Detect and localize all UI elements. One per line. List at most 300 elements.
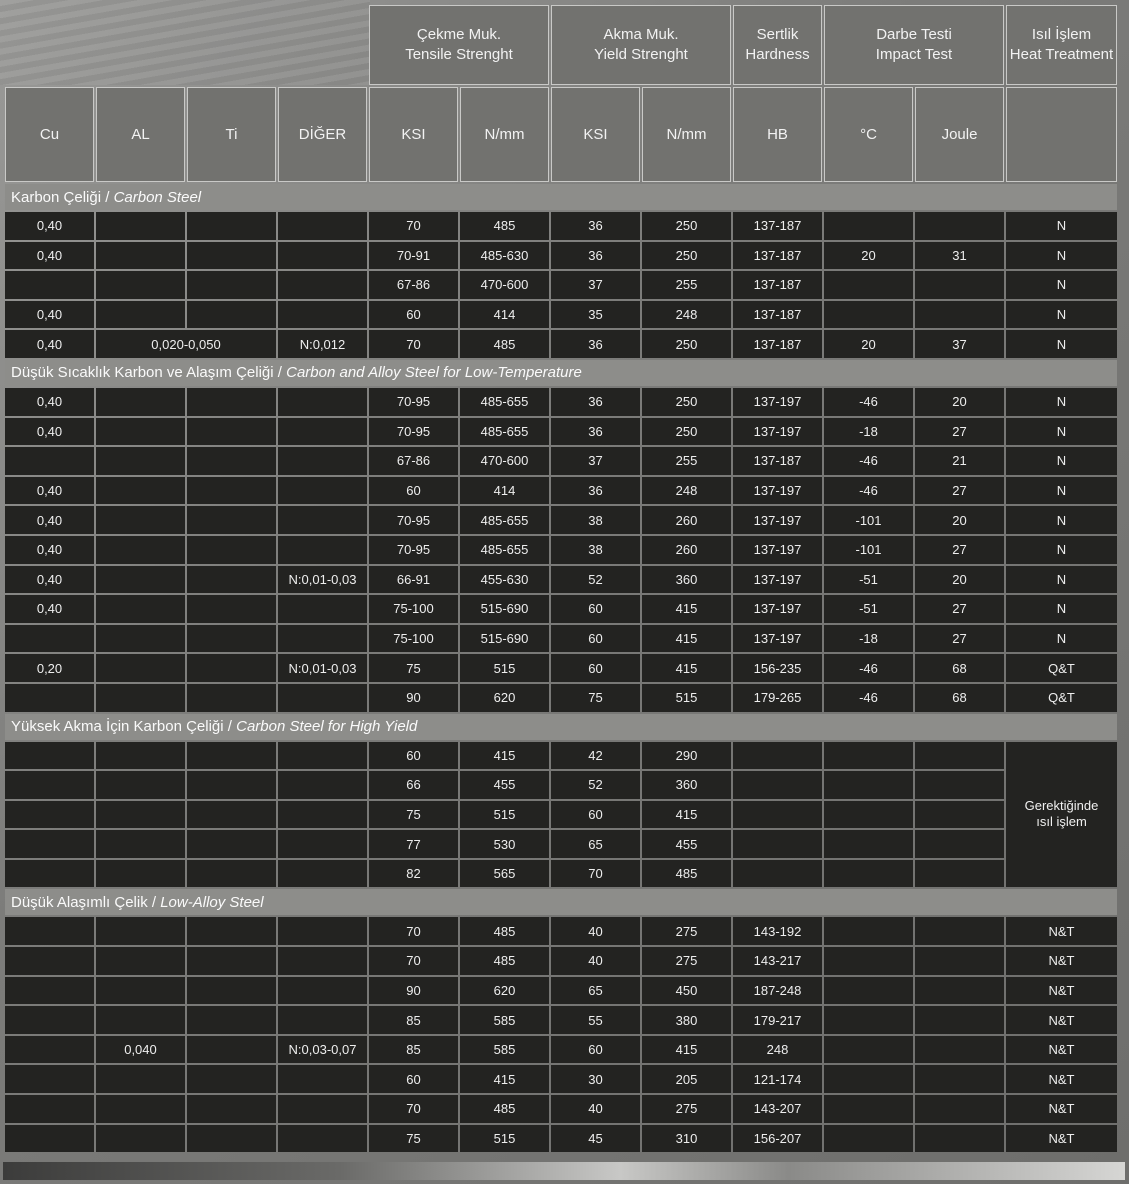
table-cell bbox=[96, 742, 185, 770]
heat-treatment-header: Isıl İşlem Heat Treatment bbox=[1006, 5, 1117, 85]
table-cell: 485 bbox=[642, 860, 731, 888]
table-cell bbox=[915, 1095, 1004, 1123]
table-cell: Q&T bbox=[1006, 684, 1117, 712]
table-cell: 179-217 bbox=[733, 1006, 822, 1034]
table-cell: 485 bbox=[460, 330, 549, 358]
table-cell: 515-690 bbox=[460, 595, 549, 623]
table-cell bbox=[96, 212, 185, 240]
table-cell: 137-197 bbox=[733, 595, 822, 623]
table-cell bbox=[187, 742, 276, 770]
table-cell: 52 bbox=[551, 771, 640, 799]
table-cell: 250 bbox=[642, 212, 731, 240]
section-title-en: Low-Alloy Steel bbox=[160, 893, 264, 911]
col-header-heat bbox=[1006, 87, 1117, 182]
table-cell: 248 bbox=[642, 301, 731, 329]
table-cell bbox=[915, 977, 1004, 1005]
tensile-header: Çekme Muk. Tensile Strenght bbox=[369, 5, 549, 85]
table-cell bbox=[824, 1036, 913, 1064]
table-cell: 37 bbox=[915, 330, 1004, 358]
table-cell: 137-197 bbox=[733, 536, 822, 564]
table-cell: 20 bbox=[915, 388, 1004, 416]
table-cell bbox=[96, 801, 185, 829]
table-cell: 70-91 bbox=[369, 242, 458, 270]
table-cell bbox=[278, 771, 367, 799]
table-cell bbox=[5, 917, 94, 945]
table-cell bbox=[5, 742, 94, 770]
table-cell: N&T bbox=[1006, 977, 1117, 1005]
table-cell bbox=[96, 388, 185, 416]
table-cell: 70 bbox=[369, 917, 458, 945]
section-row bbox=[5, 714, 1117, 740]
section-title bbox=[5, 889, 1117, 915]
table-cell: 485 bbox=[460, 212, 549, 240]
table-cell: 55 bbox=[551, 1006, 640, 1034]
table-row bbox=[5, 477, 1117, 505]
table-cell bbox=[96, 595, 185, 623]
table-cell bbox=[5, 801, 94, 829]
table-cell: 27 bbox=[915, 477, 1004, 505]
table-cell: 37 bbox=[551, 271, 640, 299]
mechanical-properties-table bbox=[3, 3, 1119, 1154]
table-cell: 40 bbox=[551, 1095, 640, 1123]
table-cell bbox=[96, 506, 185, 534]
table-cell: 82 bbox=[369, 860, 458, 888]
table-cell: 68 bbox=[915, 684, 1004, 712]
table-cell: 620 bbox=[460, 684, 549, 712]
table-cell bbox=[915, 271, 1004, 299]
table-cell: 0,40 bbox=[5, 242, 94, 270]
table-cell: N&T bbox=[1006, 1065, 1117, 1093]
bottom-decorative-bar bbox=[3, 1162, 1125, 1180]
section-title bbox=[5, 184, 1117, 210]
table-cell: 485-655 bbox=[460, 388, 549, 416]
table-cell bbox=[915, 801, 1004, 829]
table-cell bbox=[278, 947, 367, 975]
table-cell: 75 bbox=[369, 654, 458, 682]
table-cell: N bbox=[1006, 301, 1117, 329]
table-cell bbox=[733, 860, 822, 888]
table-cell: 85 bbox=[369, 1036, 458, 1064]
table-cell: 275 bbox=[642, 917, 731, 945]
table-cell bbox=[5, 625, 94, 653]
table-cell: 248 bbox=[642, 477, 731, 505]
table-cell bbox=[824, 271, 913, 299]
table-cell: N bbox=[1006, 625, 1117, 653]
table-cell: 0,40 bbox=[5, 418, 94, 446]
table-cell: N:0,01-0,03 bbox=[278, 566, 367, 594]
table-cell: 415 bbox=[642, 654, 731, 682]
table-cell: 75 bbox=[369, 801, 458, 829]
table-cell: 20 bbox=[824, 242, 913, 270]
table-cell: 0,40 bbox=[5, 330, 94, 358]
col-header-cu: Cu bbox=[5, 87, 94, 182]
table-cell: 70-95 bbox=[369, 388, 458, 416]
table-cell: 60 bbox=[369, 301, 458, 329]
table-cell: -51 bbox=[824, 566, 913, 594]
table-cell bbox=[278, 595, 367, 623]
table-cell bbox=[187, 271, 276, 299]
table-cell bbox=[96, 1125, 185, 1153]
table-cell: 360 bbox=[642, 566, 731, 594]
table-cell: -51 bbox=[824, 595, 913, 623]
table-cell: 0,020-0,050 bbox=[96, 330, 276, 358]
table-cell bbox=[824, 917, 913, 945]
table-cell: 137-197 bbox=[733, 477, 822, 505]
table-cell: -46 bbox=[824, 388, 913, 416]
table-cell: 380 bbox=[642, 1006, 731, 1034]
table-cell bbox=[5, 1006, 94, 1034]
table-row bbox=[5, 536, 1117, 564]
table-cell: 90 bbox=[369, 977, 458, 1005]
table-cell: 515 bbox=[460, 801, 549, 829]
table-cell: 485 bbox=[460, 947, 549, 975]
table-cell bbox=[187, 625, 276, 653]
table-cell bbox=[733, 801, 822, 829]
table-cell: 310 bbox=[642, 1125, 731, 1153]
table-cell: 67-86 bbox=[369, 447, 458, 475]
table-cell bbox=[278, 536, 367, 564]
table-cell: 60 bbox=[551, 625, 640, 653]
table-cell: 485-655 bbox=[460, 506, 549, 534]
table-cell: N&T bbox=[1006, 1125, 1117, 1153]
table-row bbox=[5, 801, 1117, 829]
table-cell: N&T bbox=[1006, 1095, 1117, 1123]
table-row bbox=[5, 388, 1117, 416]
table-cell: 205 bbox=[642, 1065, 731, 1093]
section-title-en: Carbon Steel bbox=[113, 188, 202, 206]
table-cell: 121-174 bbox=[733, 1065, 822, 1093]
table-cell: 137-187 bbox=[733, 301, 822, 329]
table-cell: 90 bbox=[369, 684, 458, 712]
table-row bbox=[5, 301, 1117, 329]
table-cell: 275 bbox=[642, 1095, 731, 1123]
table-cell bbox=[5, 860, 94, 888]
table-row bbox=[5, 947, 1117, 975]
table-row bbox=[5, 330, 1117, 358]
table-cell: 75-100 bbox=[369, 595, 458, 623]
table-cell: 137-187 bbox=[733, 271, 822, 299]
table-cell: N bbox=[1006, 566, 1117, 594]
table-cell: 455 bbox=[642, 830, 731, 858]
table-cell bbox=[278, 684, 367, 712]
table-cell: 414 bbox=[460, 301, 549, 329]
table-cell: 360 bbox=[642, 771, 731, 799]
table-cell bbox=[733, 742, 822, 770]
table-cell bbox=[96, 242, 185, 270]
table-row bbox=[5, 625, 1117, 653]
table-cell bbox=[278, 801, 367, 829]
table-cell: 485-655 bbox=[460, 418, 549, 446]
table-cell bbox=[278, 625, 367, 653]
table-cell: -46 bbox=[824, 684, 913, 712]
table-cell: 530 bbox=[460, 830, 549, 858]
table-cell bbox=[187, 566, 276, 594]
table-cell: 260 bbox=[642, 536, 731, 564]
table-cell: 21 bbox=[915, 447, 1004, 475]
table-cell: 415 bbox=[642, 801, 731, 829]
table-cell: 515-690 bbox=[460, 625, 549, 653]
table-cell: 40 bbox=[551, 947, 640, 975]
yield-header: Akma Muk. Yield Strenght bbox=[551, 5, 731, 85]
table-cell bbox=[733, 830, 822, 858]
col-header-tensile-nmm: N/mm bbox=[460, 87, 549, 182]
table-cell bbox=[5, 977, 94, 1005]
col-header-yield-nmm: N/mm bbox=[642, 87, 731, 182]
table-cell: 137-197 bbox=[733, 506, 822, 534]
table-cell: 20 bbox=[915, 566, 1004, 594]
table-cell: 60 bbox=[369, 1065, 458, 1093]
table-cell: 60 bbox=[369, 742, 458, 770]
col-header-tensile-ksi: KSI bbox=[369, 87, 458, 182]
table-cell bbox=[187, 595, 276, 623]
table-cell bbox=[187, 447, 276, 475]
table-cell: -46 bbox=[824, 447, 913, 475]
table-cell bbox=[824, 830, 913, 858]
table-cell: Q&T bbox=[1006, 654, 1117, 682]
col-header-joule: Joule bbox=[915, 87, 1004, 182]
table-cell: 60 bbox=[551, 595, 640, 623]
table-cell: 70 bbox=[551, 860, 640, 888]
table-cell: 485-630 bbox=[460, 242, 549, 270]
table-cell: 65 bbox=[551, 977, 640, 1005]
table-cell: 515 bbox=[460, 654, 549, 682]
table-row bbox=[5, 654, 1117, 682]
table-cell: N&T bbox=[1006, 1036, 1117, 1064]
table-row bbox=[5, 771, 1117, 799]
table-cell: 187-248 bbox=[733, 977, 822, 1005]
table-cell: N&T bbox=[1006, 1006, 1117, 1034]
table-cell bbox=[187, 917, 276, 945]
table-cell bbox=[187, 242, 276, 270]
table-cell: 143-217 bbox=[733, 947, 822, 975]
table-cell bbox=[187, 830, 276, 858]
table-cell bbox=[187, 860, 276, 888]
table-cell bbox=[278, 418, 367, 446]
table-cell bbox=[5, 1125, 94, 1153]
table-cell: 60 bbox=[551, 1036, 640, 1064]
table-cell bbox=[278, 830, 367, 858]
table-cell bbox=[187, 977, 276, 1005]
table-row bbox=[5, 860, 1117, 888]
table-cell: 36 bbox=[551, 330, 640, 358]
table-row bbox=[5, 684, 1117, 712]
table-cell bbox=[5, 271, 94, 299]
table-cell bbox=[278, 860, 367, 888]
table-cell: 137-197 bbox=[733, 625, 822, 653]
table-cell: 620 bbox=[460, 977, 549, 1005]
table-cell: 66-91 bbox=[369, 566, 458, 594]
table-cell: 143-207 bbox=[733, 1095, 822, 1123]
table-cell bbox=[187, 212, 276, 240]
section-title-tr: Karbon Çeliği / bbox=[11, 188, 114, 206]
table-cell: 415 bbox=[642, 1036, 731, 1064]
table-cell: 75-100 bbox=[369, 625, 458, 653]
table-cell: -101 bbox=[824, 536, 913, 564]
table-cell: 35 bbox=[551, 301, 640, 329]
table-row bbox=[5, 977, 1117, 1005]
table-cell bbox=[278, 1065, 367, 1093]
table-cell: 0,40 bbox=[5, 506, 94, 534]
table-cell bbox=[278, 506, 367, 534]
table-cell: 70 bbox=[369, 212, 458, 240]
table-cell bbox=[824, 977, 913, 1005]
table-row bbox=[5, 447, 1117, 475]
table-cell bbox=[187, 801, 276, 829]
table-cell: 31 bbox=[915, 242, 1004, 270]
table-cell bbox=[278, 388, 367, 416]
col-header-other: DİĞER bbox=[278, 87, 367, 182]
table-cell: N bbox=[1006, 536, 1117, 564]
table-cell bbox=[187, 684, 276, 712]
table-cell: 250 bbox=[642, 418, 731, 446]
table-cell bbox=[187, 654, 276, 682]
table-cell: 52 bbox=[551, 566, 640, 594]
hardness-header: Sertlik Hardness bbox=[733, 5, 822, 85]
table-cell bbox=[824, 801, 913, 829]
table-cell bbox=[915, 1125, 1004, 1153]
table-row bbox=[5, 212, 1117, 240]
table-cell: N bbox=[1006, 271, 1117, 299]
table-cell: 0,40 bbox=[5, 477, 94, 505]
table-cell bbox=[915, 860, 1004, 888]
table-cell bbox=[824, 212, 913, 240]
table-cell: 60 bbox=[369, 477, 458, 505]
table-cell: 179-265 bbox=[733, 684, 822, 712]
table-cell bbox=[96, 418, 185, 446]
table-cell: 27 bbox=[915, 625, 1004, 653]
table-cell: 65 bbox=[551, 830, 640, 858]
table-cell: 414 bbox=[460, 477, 549, 505]
table-cell: 137-187 bbox=[733, 447, 822, 475]
table-cell bbox=[96, 566, 185, 594]
table-cell bbox=[824, 1095, 913, 1123]
table-cell bbox=[187, 388, 276, 416]
table-cell: 0,040 bbox=[96, 1036, 185, 1064]
table-cell: N bbox=[1006, 418, 1117, 446]
table-cell: 137-197 bbox=[733, 566, 822, 594]
table-cell: 38 bbox=[551, 506, 640, 534]
table-cell bbox=[96, 536, 185, 564]
table-cell: 250 bbox=[642, 242, 731, 270]
table-cell: 515 bbox=[642, 684, 731, 712]
table-cell: 30 bbox=[551, 1065, 640, 1093]
table-cell bbox=[278, 1095, 367, 1123]
section-title bbox=[5, 360, 1117, 386]
table-cell: 70-95 bbox=[369, 418, 458, 446]
section-row bbox=[5, 184, 1117, 210]
table-cell: 260 bbox=[642, 506, 731, 534]
table-cell bbox=[96, 947, 185, 975]
table-cell: 85 bbox=[369, 1006, 458, 1034]
table-cell bbox=[187, 1125, 276, 1153]
table-cell bbox=[96, 1065, 185, 1093]
table-cell bbox=[733, 771, 822, 799]
table-cell: 36 bbox=[551, 418, 640, 446]
table-cell: 275 bbox=[642, 947, 731, 975]
table-cell bbox=[5, 1095, 94, 1123]
table-cell bbox=[824, 301, 913, 329]
table-cell bbox=[824, 1125, 913, 1153]
table-cell: 70 bbox=[369, 330, 458, 358]
table-cell bbox=[915, 771, 1004, 799]
table-cell bbox=[915, 212, 1004, 240]
table-cell bbox=[187, 536, 276, 564]
table-cell: 36 bbox=[551, 477, 640, 505]
table-cell: 455-630 bbox=[460, 566, 549, 594]
table-cell bbox=[5, 1065, 94, 1093]
table-cell bbox=[96, 447, 185, 475]
table-cell bbox=[96, 1006, 185, 1034]
table-row bbox=[5, 566, 1117, 594]
table-cell bbox=[96, 654, 185, 682]
table-cell bbox=[278, 447, 367, 475]
table-cell: 27 bbox=[915, 536, 1004, 564]
table-cell bbox=[824, 1065, 913, 1093]
table-cell: N:0,012 bbox=[278, 330, 367, 358]
table-cell: 36 bbox=[551, 242, 640, 270]
table-cell bbox=[915, 742, 1004, 770]
table-cell: N bbox=[1006, 477, 1117, 505]
table-cell bbox=[278, 977, 367, 1005]
table-cell: 45 bbox=[551, 1125, 640, 1153]
table-cell: 36 bbox=[551, 212, 640, 240]
table-cell bbox=[96, 771, 185, 799]
table-cell: 515 bbox=[460, 1125, 549, 1153]
group-header-row bbox=[5, 5, 1117, 85]
table-cell bbox=[5, 447, 94, 475]
table-cell bbox=[278, 242, 367, 270]
table-cell bbox=[5, 684, 94, 712]
table-row bbox=[5, 742, 1117, 770]
table-cell bbox=[824, 1006, 913, 1034]
table-cell: N bbox=[1006, 212, 1117, 240]
table-cell bbox=[96, 977, 185, 1005]
table-cell bbox=[278, 301, 367, 329]
col-header-ti: Ti bbox=[187, 87, 276, 182]
table-cell: 37 bbox=[551, 447, 640, 475]
table-row bbox=[5, 242, 1117, 270]
table-cell: -18 bbox=[824, 418, 913, 446]
table-cell bbox=[96, 1095, 185, 1123]
col-header-celsius: °C bbox=[824, 87, 913, 182]
table-row bbox=[5, 917, 1117, 945]
table-cell: 0,40 bbox=[5, 301, 94, 329]
table-row bbox=[5, 1125, 1117, 1153]
table-cell bbox=[824, 742, 913, 770]
table-cell: 137-187 bbox=[733, 330, 822, 358]
table-cell bbox=[187, 477, 276, 505]
table-cell: N:0,03-0,07 bbox=[278, 1036, 367, 1064]
table-cell: 70-95 bbox=[369, 536, 458, 564]
table-cell: 77 bbox=[369, 830, 458, 858]
table-cell: 470-600 bbox=[460, 271, 549, 299]
table-cell: 143-192 bbox=[733, 917, 822, 945]
table-cell: 70 bbox=[369, 1095, 458, 1123]
table-cell: 415 bbox=[460, 1065, 549, 1093]
table-cell bbox=[824, 860, 913, 888]
col-header-yield-ksi: KSI bbox=[551, 87, 640, 182]
table-cell: 38 bbox=[551, 536, 640, 564]
table-cell bbox=[96, 830, 185, 858]
table-cell: 156-235 bbox=[733, 654, 822, 682]
table-cell bbox=[96, 684, 185, 712]
table-cell bbox=[96, 477, 185, 505]
table-cell: -18 bbox=[824, 625, 913, 653]
table-cell bbox=[96, 271, 185, 299]
table-cell bbox=[96, 625, 185, 653]
table-cell: 137-187 bbox=[733, 212, 822, 240]
table-cell: -46 bbox=[824, 477, 913, 505]
